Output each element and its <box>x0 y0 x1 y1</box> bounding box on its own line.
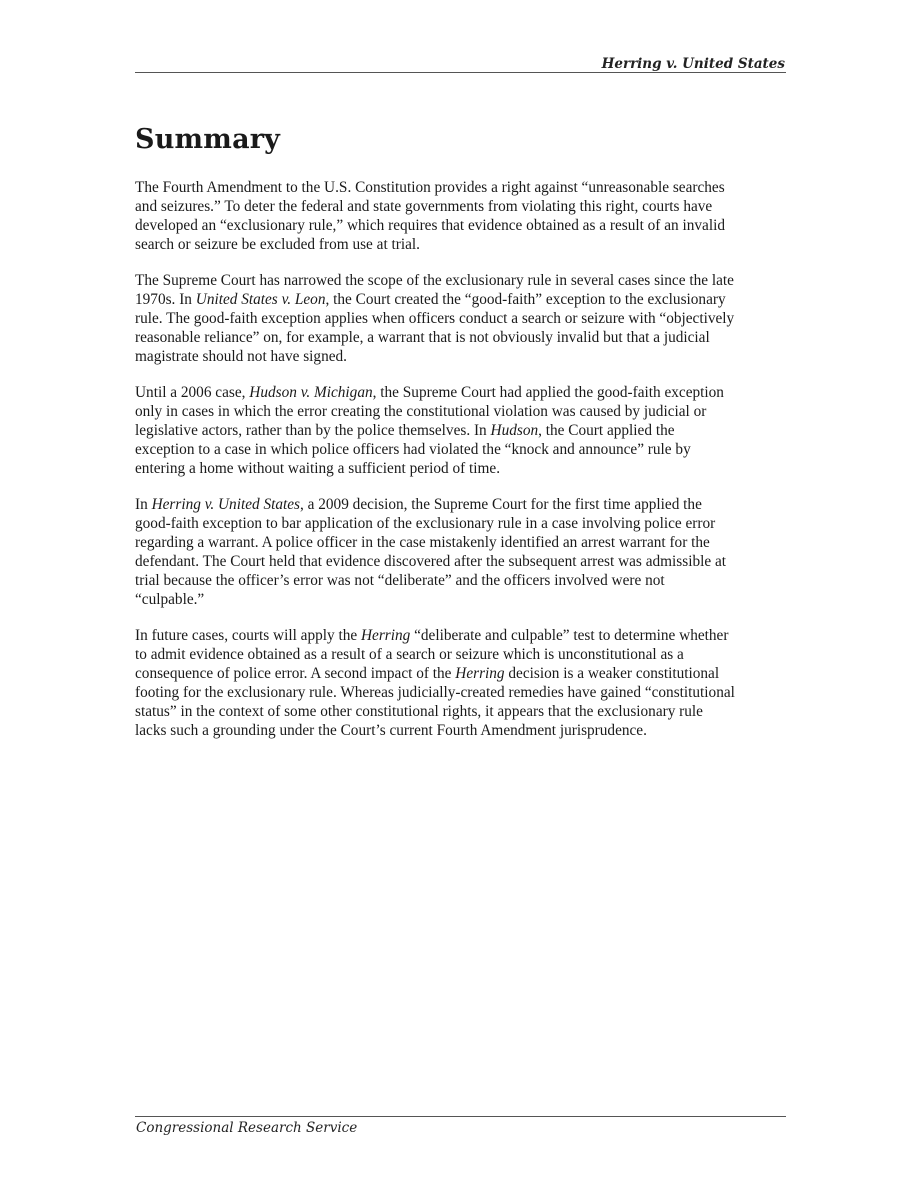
body-paragraph <box>135 271 787 366</box>
text-run: only in cases in which the error creating the constitutional violation was caused by judicial or <box>135 403 707 420</box>
text-run: , a 2009 decision, the Supreme Court for the first time applied the <box>300 496 702 513</box>
text-line <box>135 440 787 459</box>
case-name-italic: Herring v. United States <box>151 496 300 513</box>
text-line <box>135 309 787 328</box>
text-line <box>135 459 787 478</box>
text-run: The Supreme Court has narrowed the scope of the exclusionary rule in several cases since the late <box>135 272 734 289</box>
text-run: decision is a weaker constitutional <box>504 665 720 682</box>
text-line <box>135 216 787 235</box>
text-line <box>135 328 787 347</box>
text-run: footing for the exclusionary rule. Whereas judicially-created remedies have gained “constitutional <box>135 684 735 701</box>
text-run: Until a 2006 case, <box>135 384 250 401</box>
text-run: exception to a case in which police officers had violated the “knock and announce” rule by <box>135 441 691 458</box>
text-line <box>135 235 787 254</box>
text-line <box>135 533 787 552</box>
case-name-italic: Hudson v. Michigan <box>249 384 373 401</box>
text-line <box>135 347 787 366</box>
body-paragraph <box>135 495 787 609</box>
text-run: “deliberate and culpable” test to determine whether <box>410 627 729 644</box>
text-run: consequence of police error. A second impact of the <box>135 665 456 682</box>
text-line <box>135 702 787 721</box>
text-run: reasonable reliance” on, for example, a warrant that is not obviously invalid but that a judicial <box>135 329 710 346</box>
text-line <box>135 683 787 702</box>
text-run: regarding a warrant. A police officer in the case mistakenly identified an arrest warrant for the <box>135 534 710 551</box>
text-run: entering a home without waiting a sufficient period of time. <box>135 460 501 477</box>
text-line <box>135 552 787 571</box>
case-name-italic: Herring <box>455 665 505 682</box>
case-name-italic: Herring <box>361 627 411 644</box>
text-line <box>135 402 787 421</box>
body-paragraph <box>135 383 787 478</box>
text-run: “culpable.” <box>135 591 205 608</box>
text-run: lacks such a grounding under the Court’s current Fourth Amendment jurisprudence. <box>135 722 647 739</box>
text-run: good-faith exception to bar application of the exclusionary rule in a case involving police error <box>135 515 716 532</box>
running-header: Herring v. United States <box>601 56 785 72</box>
text-run: , the Supreme Court had applied the good-faith exception <box>372 384 724 401</box>
case-name-italic: Hudson <box>490 422 539 439</box>
header-rule <box>135 72 786 73</box>
text-run: developed an “exclusionary rule,” which requires that evidence obtained as a result of an invalid <box>135 217 725 234</box>
text-run: The Fourth Amendment to the U.S. Constitution provides a right against “unreasonable searches <box>135 179 725 196</box>
text-run: status” in the context of some other constitutional rights, it appears that the exclusionary rule <box>135 703 703 720</box>
text-line <box>135 571 787 590</box>
text-line <box>135 514 787 533</box>
text-run: trial because the officer’s error was not “deliberate” and the officers involved were not <box>135 572 665 589</box>
text-run: , the Court applied the <box>538 422 675 439</box>
section-heading: Summary <box>135 124 281 155</box>
body-paragraph <box>135 626 787 740</box>
text-line <box>135 495 787 514</box>
running-footer: Congressional Research Service <box>136 1120 358 1136</box>
case-name-italic: United States v. Leon <box>195 291 326 308</box>
body-paragraph <box>135 178 787 254</box>
text-run: defendant. The Court held that evidence discovered after the subsequent arrest was admissible at <box>135 553 726 570</box>
text-run: legislative actors, rather than by the police themselves. In <box>135 422 491 439</box>
text-run: In <box>135 496 152 513</box>
text-run: search or seizure be excluded from use at trial. <box>135 236 420 253</box>
summary-body <box>135 178 787 757</box>
text-line <box>135 178 787 197</box>
text-run: magistrate should not have signed. <box>135 348 347 365</box>
text-run: rule. The good-faith exception applies when officers conduct a search or seizure with “objectively <box>135 310 735 327</box>
text-run: 1970s. In <box>135 291 196 308</box>
text-line <box>135 664 787 683</box>
text-line <box>135 645 787 664</box>
text-line <box>135 421 787 440</box>
text-run: and seizures.” To deter the federal and state governments from violating this right, courts have <box>135 198 713 215</box>
text-run: , the Court created the “good-faith” exception to the exclusionary <box>325 291 726 308</box>
text-line <box>135 721 787 740</box>
text-line <box>135 383 787 402</box>
text-line <box>135 197 787 216</box>
text-line <box>135 626 787 645</box>
text-line <box>135 271 787 290</box>
text-run: to admit evidence obtained as a result of a search or seizure which is unconstitutional as a <box>135 646 684 663</box>
text-line <box>135 290 787 309</box>
text-run: In future cases, courts will apply the <box>135 627 361 644</box>
footer-rule <box>135 1116 786 1117</box>
text-line <box>135 590 787 609</box>
